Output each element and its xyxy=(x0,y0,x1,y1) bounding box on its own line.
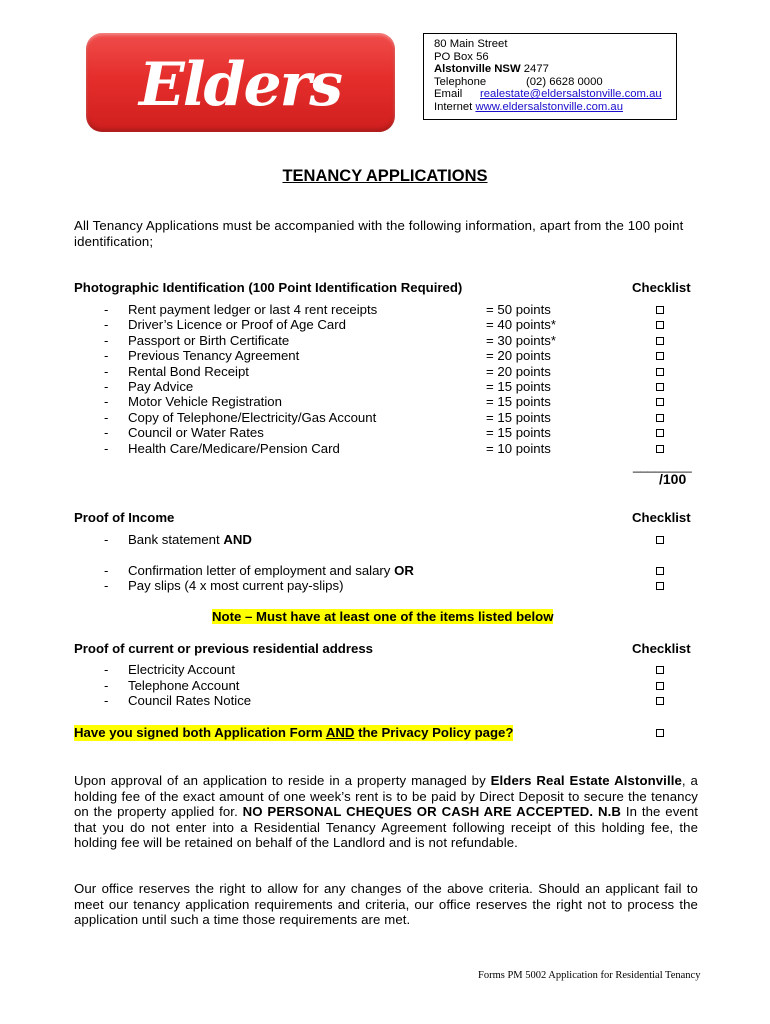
photo-id-item-label: Previous Tenancy Agreement xyxy=(128,348,300,364)
logo-text: Elders xyxy=(138,50,342,120)
para1-f: In the event that you do not enter into a Residential Tenancy Agreement following receipt of this holding fee, the holding fee will be retained on behalf of the Landlord and is not refundable. xyxy=(74,804,699,850)
checkbox[interactable] xyxy=(656,398,664,406)
address-box xyxy=(423,33,677,120)
photo-id-item: - Health Care/Medicare/Pension Card = 10 points xyxy=(0,441,770,457)
photo-id-item: - Passport or Birth Certificate = 30 points* xyxy=(0,333,770,349)
income-item-conj: AND xyxy=(223,532,252,547)
income-item-payslips: - Pay slips (4 x most current pay-slips) xyxy=(0,578,770,594)
photo-id-item-points: = 40 points* xyxy=(486,317,557,333)
elders-wordmark xyxy=(86,33,395,132)
income-item-label: Confirmation letter of employment and salary xyxy=(128,563,391,578)
internet-label: Internet xyxy=(434,100,473,113)
income-heading: Proof of Income xyxy=(74,510,175,525)
photo-id-item: - Rental Bond Receipt = 20 points xyxy=(0,364,770,380)
photo-id-item-points: = 20 points xyxy=(486,363,551,379)
photo-id-item: - Pay Advice = 15 points xyxy=(0,379,770,395)
checkbox[interactable] xyxy=(656,352,664,360)
photo-id-item: - Driver’s Licence or Proof of Age Card = 40 points* xyxy=(0,317,770,333)
photo-id-checklist-label: Checklist xyxy=(632,280,691,295)
address-proof-item-label: Electricity Account xyxy=(128,662,236,677)
para1-c: , a holding fee of the exact amount of one week’s rent is to be paid by Direct Deposit to secure the tenancy on the property applied for. xyxy=(74,773,698,819)
email-line xyxy=(434,88,676,101)
address-proof-checklist-label: Checklist xyxy=(632,641,691,656)
internet-line xyxy=(434,101,676,114)
signed-question xyxy=(74,725,513,741)
photo-id-item-label: Council or Water Rates xyxy=(128,425,264,441)
income-item-employment: - Confirmation letter of employment and salary OR xyxy=(0,563,770,579)
note-text: Note – Must have at least one of the items listed below xyxy=(212,609,554,624)
total-line: ________ xyxy=(633,458,692,473)
checkbox[interactable] xyxy=(656,697,664,705)
checkbox[interactable] xyxy=(656,536,664,544)
po-box: PO Box 56 xyxy=(434,50,489,63)
signed-and: AND xyxy=(325,725,355,740)
checkbox[interactable] xyxy=(656,368,664,376)
website-link[interactable]: www.eldersalstonville.com.au xyxy=(475,100,624,113)
photo-id-checklist-row xyxy=(0,280,770,296)
points-total: /100 xyxy=(659,471,687,487)
total-row xyxy=(0,472,770,488)
address-proof-checklist-row xyxy=(0,641,770,657)
signed-part3: the Privacy Policy page? xyxy=(358,725,514,740)
income-checklist-label: Checklist xyxy=(632,510,691,525)
photo-id-item-points: = 30 points* xyxy=(486,332,557,348)
address-proof-item: - Telephone Account xyxy=(0,678,770,694)
checkbox[interactable] xyxy=(656,383,664,391)
phone-line xyxy=(434,76,676,89)
photo-id-item-points: = 15 points xyxy=(486,425,551,441)
photo-id-item-points: = 15 points xyxy=(486,379,551,394)
photo-id-item: - Motor Vehicle Registration = 15 points xyxy=(0,394,770,410)
checkbox[interactable] xyxy=(656,337,664,345)
income-item-label: Pay slips (4 x most current pay-slips) xyxy=(128,578,344,593)
note-row xyxy=(212,609,553,625)
town-line xyxy=(434,63,676,76)
address-proof-item-label: Telephone Account xyxy=(128,677,240,693)
signed-row xyxy=(0,725,770,741)
para1-nb: N.B xyxy=(598,804,622,819)
checkbox[interactable] xyxy=(656,567,664,575)
street: 80 Main Street xyxy=(434,38,508,50)
address-proof-item: - Electricity Account xyxy=(0,662,770,678)
photo-id-item: - Previous Tenancy Agreement = 20 points xyxy=(0,348,770,364)
elders-logo xyxy=(86,33,395,132)
checkbox[interactable] xyxy=(656,666,664,674)
photo-id-item-label: Copy of Telephone/Electricity/Gas Account xyxy=(128,409,377,425)
photo-id-item-label: Health Care/Medicare/Pension Card xyxy=(128,440,340,456)
town: Alstonville NSW xyxy=(434,63,521,76)
photo-id-item: - Copy of Telephone/Electricity/Gas Account = 15 points xyxy=(0,410,770,426)
page-title: TENANCY APPLICATIONS xyxy=(282,167,488,185)
photo-id-item-points: = 50 points xyxy=(486,302,551,317)
photo-id-item-label: Motor Vehicle Registration xyxy=(128,394,282,410)
holding-fee-paragraph xyxy=(74,773,698,851)
checkbox[interactable] xyxy=(656,321,664,329)
address-proof-item: - Council Rates Notice xyxy=(0,693,770,709)
email-label: Email xyxy=(434,88,463,101)
checkbox[interactable] xyxy=(656,582,664,590)
intro-text: All Tenancy Applications must be accompanied with the following information, apart from the 100 point identification; xyxy=(74,218,684,249)
photo-id-item-label: Driver’s Licence or Proof of Age Card xyxy=(128,317,346,333)
phone-label: Telephone xyxy=(434,75,487,88)
checkbox[interactable] xyxy=(656,306,664,314)
address-proof-heading: Proof of current or previous residential address xyxy=(74,641,373,656)
checkbox[interactable] xyxy=(656,414,664,422)
photo-id-item-points: = 15 points xyxy=(486,409,551,425)
email-link[interactable]: realestate@eldersalstonville.com.au xyxy=(480,88,662,101)
para1-company: Elders Real Estate Alstonville xyxy=(490,773,682,788)
checkbox[interactable] xyxy=(656,682,664,690)
photo-id-heading: Photographic Identification (100 Point Identification Required) xyxy=(74,280,463,295)
photo-id-item: - Council or Water Rates = 15 points xyxy=(0,425,770,441)
photo-id-item-points: = 15 points xyxy=(486,394,551,410)
para1-no-cheques: NO PERSONAL CHEQUES OR CASH ARE ACCEPTED. xyxy=(242,804,594,819)
criteria-paragraph: Our office reserves the right to allow for any changes of the above criteria. Should an applicant fail to meet our tenancy application requirements and criteria, our office reserves the right not to process the application until such a time those requirements are met. xyxy=(74,881,698,927)
signed-part1: Have you signed both Application Form xyxy=(74,725,323,740)
income-item-conj: OR xyxy=(394,563,414,578)
income-item-label: Bank statement xyxy=(128,532,220,547)
photo-id-item-label: Rental Bond Receipt xyxy=(128,363,249,379)
checkbox[interactable] xyxy=(656,729,664,737)
photo-id-item-label: Passport or Birth Certificate xyxy=(128,332,290,348)
photo-id-item-points: = 20 points xyxy=(486,348,551,364)
checkbox[interactable] xyxy=(656,445,664,453)
form-footer: Forms PM 5002 Application for Residential Tenancy xyxy=(478,970,701,981)
income-item-bank: - Bank statement AND xyxy=(0,532,770,548)
phone: (02) 6628 0000 xyxy=(526,75,603,88)
postcode: 2477 xyxy=(523,63,549,76)
photo-id-item: - Rent payment ledger or last 4 rent receipts = 50 points xyxy=(0,302,770,318)
photo-id-item-label: Pay Advice xyxy=(128,379,194,394)
checkbox[interactable] xyxy=(656,429,664,437)
address-proof-item-label: Council Rates Notice xyxy=(128,693,252,708)
income-checklist-row xyxy=(0,510,770,526)
photo-id-item-points: = 10 points xyxy=(486,440,551,456)
photo-id-item-label: Rent payment ledger or last 4 rent receipts xyxy=(128,302,378,317)
para1-a: Upon approval of an application to reside in a property managed by xyxy=(74,773,486,788)
